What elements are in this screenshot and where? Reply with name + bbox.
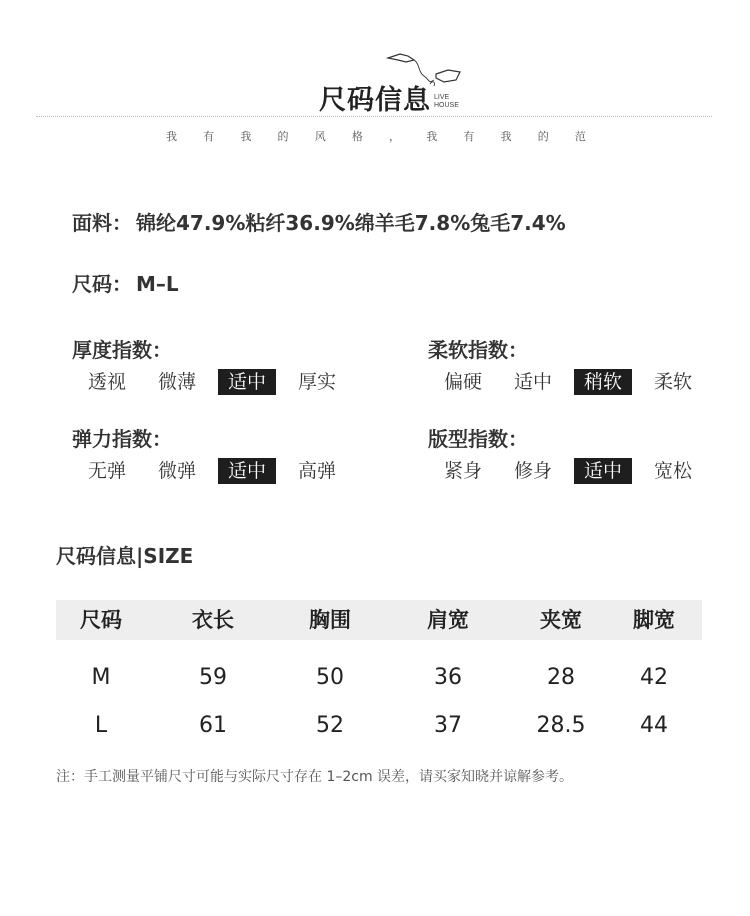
softness-options (428, 369, 708, 395)
fit-index-label: 版型指数： (428, 427, 528, 451)
option: 紧身 (443, 460, 482, 482)
option-selected: 适中 (574, 458, 632, 484)
option: 厚实 (297, 371, 336, 393)
slogan-char: 格 (351, 130, 363, 143)
option: 高弹 (297, 460, 336, 482)
column-header: 脚宽 (633, 608, 675, 632)
thickness-index (72, 334, 352, 395)
elasticity-index (72, 423, 352, 484)
fit-index (428, 423, 708, 484)
option: 微薄 (157, 371, 196, 393)
table-row (56, 702, 702, 750)
slogan-char: 范 (574, 130, 586, 143)
option: 无弹 (87, 460, 126, 482)
table-cell: 52 (316, 713, 344, 738)
fabric-label: 面料： (72, 211, 132, 235)
slogan-char: 我 (240, 130, 252, 143)
table-row (56, 654, 702, 702)
slogan-char: 我 (426, 130, 438, 143)
table-cell: 28 (547, 665, 575, 690)
table-cell: M (91, 665, 111, 690)
slogan-char: ， (389, 130, 401, 143)
option: 宽松 (653, 460, 692, 482)
slogan-char: 的 (537, 130, 549, 143)
column-header: 尺码 (80, 608, 122, 632)
hands-logo-icon (384, 50, 466, 92)
table-header (56, 600, 702, 640)
fit-options (428, 458, 708, 484)
size-table (56, 600, 702, 750)
elasticity-options (72, 458, 352, 484)
option-selected: 适中 (218, 458, 276, 484)
thickness-index-label: 厚度指数： (72, 338, 172, 362)
slogan-char: 我 (166, 130, 177, 143)
slogan-char: 有 (203, 130, 215, 143)
softness-index (428, 334, 708, 395)
slogan (166, 128, 586, 144)
option: 柔软 (653, 371, 692, 393)
table-cell: 42 (640, 665, 668, 690)
option: 微弹 (157, 460, 196, 482)
option-selected: 稍软 (574, 369, 632, 395)
softness-index-label: 柔软指数： (428, 338, 528, 362)
fabric-info (72, 207, 566, 236)
table-cell: 61 (199, 713, 227, 738)
slogan-char: 风 (314, 130, 326, 143)
table-cell: L (94, 713, 108, 738)
page-title: 尺码信息 (319, 85, 431, 116)
column-header: 胸围 (309, 608, 351, 632)
header-divider (36, 116, 712, 117)
table-cell: 59 (199, 665, 227, 690)
table-cell: 36 (434, 665, 462, 690)
thickness-options (72, 369, 352, 395)
column-header: 衣长 (192, 608, 234, 632)
size-range-label: 尺码： (72, 272, 132, 296)
table-cell: 37 (434, 713, 462, 738)
table-cell: 28.5 (536, 713, 586, 738)
option: 修身 (513, 460, 552, 482)
column-header: 夹宽 (540, 608, 582, 632)
slogan-char: 我 (500, 130, 512, 143)
elasticity-index-label: 弹力指数： (72, 427, 172, 451)
measurement-note: 注：手工测量平铺尺寸可能与实际尺寸存在 1–2cm 误差，请买家知晓并谅解参考。 (56, 769, 574, 785)
table-cell: 44 (640, 713, 668, 738)
option: 透视 (87, 371, 126, 393)
size-table-heading: 尺码信息|SIZE (56, 544, 194, 568)
option: 偏硬 (443, 371, 482, 393)
option-selected: 适中 (218, 369, 276, 395)
size-range-value: M–L (136, 272, 179, 296)
slogan-char: 有 (463, 130, 475, 143)
fabric-value: 锦纶47.9%粘纤36.9%绵羊毛7.8%兔毛7.4% (136, 211, 566, 235)
slogan-char: 的 (277, 130, 289, 143)
size-range-info (72, 268, 179, 297)
option: 适中 (513, 371, 552, 393)
logo-text: LIVE HOUSE (434, 94, 459, 109)
table-cell: 50 (316, 665, 344, 690)
column-header: 肩宽 (427, 608, 469, 632)
